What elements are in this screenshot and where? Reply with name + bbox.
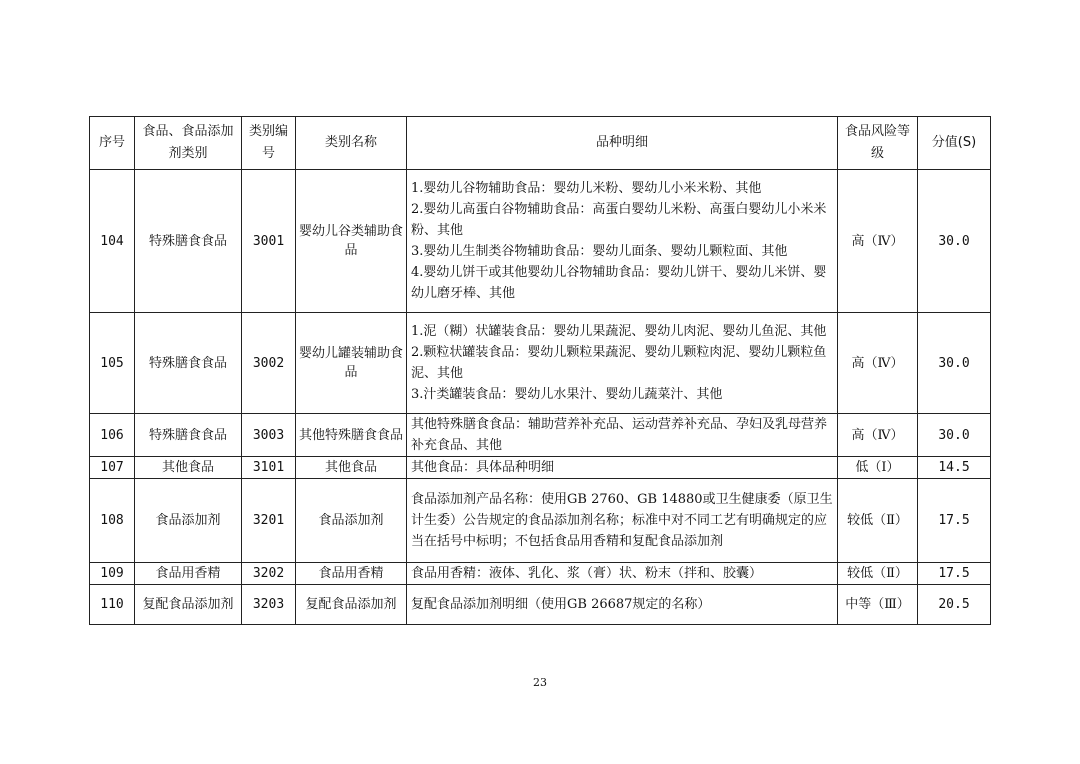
score-cell: 30.0 bbox=[918, 414, 991, 457]
name-cell: 其他特殊膳食食品 bbox=[296, 414, 407, 457]
header-risk: 食品风险等级 bbox=[838, 117, 918, 170]
header-details: 品种明细 bbox=[407, 117, 838, 170]
header-name: 类别名称 bbox=[296, 117, 407, 170]
table-row bbox=[90, 457, 991, 479]
code-cell: 3202 bbox=[242, 563, 296, 585]
details-cell bbox=[407, 585, 838, 625]
category-cell: 特殊膳食食品 bbox=[135, 313, 242, 414]
risk-cell: 中等（Ⅲ） bbox=[838, 585, 918, 625]
code-cell: 3003 bbox=[242, 414, 296, 457]
detail-line: 4.婴幼儿饼干或其他婴幼儿谷物辅助食品：婴幼儿饼干、婴幼儿米饼、婴幼儿磨牙棒、其他 bbox=[411, 265, 827, 301]
header-row bbox=[90, 117, 991, 170]
category-cell: 其他食品 bbox=[135, 457, 242, 479]
score-cell: 30.0 bbox=[918, 170, 991, 313]
name-cell: 食品添加剂 bbox=[296, 479, 407, 563]
detail-line: 其他特殊膳食食品：辅助营养补充品、运动营养补充品、孕妇及乳母营养补充食品、其他 bbox=[411, 417, 828, 453]
header-code: 类别编号 bbox=[242, 117, 296, 170]
risk-cell: 高（Ⅳ） bbox=[838, 313, 918, 414]
score-cell: 20.5 bbox=[918, 585, 991, 625]
risk-cell: 较低（Ⅱ） bbox=[838, 563, 918, 585]
category-cell: 复配食品添加剂 bbox=[135, 585, 242, 625]
category-cell: 食品用香精 bbox=[135, 563, 242, 585]
header-seq: 序号 bbox=[90, 117, 135, 170]
details-cell bbox=[407, 563, 838, 585]
seq-cell: 109 bbox=[90, 563, 135, 585]
table-row bbox=[90, 563, 991, 585]
category-cell: 食品添加剂 bbox=[135, 479, 242, 563]
seq-cell: 106 bbox=[90, 414, 135, 457]
detail-line: 2.婴幼儿高蛋白谷物辅助食品：高蛋白婴幼儿米粉、高蛋白婴幼儿小米米粉、其他 bbox=[411, 202, 827, 238]
table-row bbox=[90, 170, 991, 313]
score-cell: 17.5 bbox=[918, 479, 991, 563]
code-cell: 3001 bbox=[242, 170, 296, 313]
detail-line: 其他食品：具体品种明细 bbox=[411, 460, 555, 475]
header-score: 分值(S) bbox=[918, 117, 991, 170]
page-number: 23 bbox=[533, 676, 547, 689]
seq-cell: 110 bbox=[90, 585, 135, 625]
risk-cell: 较低（Ⅱ） bbox=[838, 479, 918, 563]
name-cell: 婴幼儿罐装辅助食品 bbox=[296, 313, 407, 414]
name-cell: 复配食品添加剂 bbox=[296, 585, 407, 625]
seq-cell: 104 bbox=[90, 170, 135, 313]
table-row bbox=[90, 585, 991, 625]
score-cell: 17.5 bbox=[918, 563, 991, 585]
category-cell: 特殊膳食食品 bbox=[135, 414, 242, 457]
detail-line: 3.婴幼儿生制类谷物辅助食品：婴幼儿面条、婴幼儿颗粒面、其他 bbox=[411, 244, 788, 259]
detail-line: 食品添加剂产品名称：使用GB 2760、GB 14880或卫生健康委（原卫生计生委）公告规定的食品添加剂名称；标准中对不同工艺有明确规定的应当在括号中标明；不包括食品用香精和复配食品添加剂 bbox=[411, 492, 833, 549]
table-row bbox=[90, 479, 991, 563]
score-cell: 30.0 bbox=[918, 313, 991, 414]
code-cell: 3201 bbox=[242, 479, 296, 563]
detail-line: 1.泥（糊）状罐装食品：婴幼儿果蔬泥、婴幼儿肉泥、婴幼儿鱼泥、其他 bbox=[411, 324, 827, 339]
detail-line: 2.颗粒状罐装食品：婴幼儿颗粒果蔬泥、婴幼儿颗粒肉泥、婴幼儿颗粒鱼泥、其他 bbox=[411, 345, 827, 381]
food-category-table bbox=[89, 116, 991, 625]
name-cell: 食品用香精 bbox=[296, 563, 407, 585]
score-cell: 14.5 bbox=[918, 457, 991, 479]
code-cell: 3002 bbox=[242, 313, 296, 414]
details-cell bbox=[407, 170, 838, 313]
name-cell: 婴幼儿谷类辅助食品 bbox=[296, 170, 407, 313]
details-cell bbox=[407, 479, 838, 563]
detail-line: 食品用香精：液体、乳化、浆（膏）状、粉末（拌和、胶囊） bbox=[411, 566, 763, 581]
detail-line: 1.婴幼儿谷物辅助食品：婴幼儿米粉、婴幼儿小米米粉、其他 bbox=[411, 181, 762, 196]
risk-cell: 低（Ⅰ） bbox=[838, 457, 918, 479]
details-cell bbox=[407, 313, 838, 414]
details-cell bbox=[407, 457, 838, 479]
table-row bbox=[90, 313, 991, 414]
header-category: 食品、食品添加剂类别 bbox=[135, 117, 242, 170]
seq-cell: 105 bbox=[90, 313, 135, 414]
details-cell bbox=[407, 414, 838, 457]
risk-cell: 高（Ⅳ） bbox=[838, 170, 918, 313]
seq-cell: 107 bbox=[90, 457, 135, 479]
detail-line: 3.汁类罐装食品：婴幼儿水果汁、婴幼儿蔬菜汁、其他 bbox=[411, 387, 723, 402]
detail-line: 复配食品添加剂明细（使用GB 26687规定的名称） bbox=[411, 597, 711, 612]
code-cell: 3203 bbox=[242, 585, 296, 625]
category-cell: 特殊膳食食品 bbox=[135, 170, 242, 313]
table-row bbox=[90, 414, 991, 457]
code-cell: 3101 bbox=[242, 457, 296, 479]
seq-cell: 108 bbox=[90, 479, 135, 563]
name-cell: 其他食品 bbox=[296, 457, 407, 479]
risk-cell: 高（Ⅳ） bbox=[838, 414, 918, 457]
